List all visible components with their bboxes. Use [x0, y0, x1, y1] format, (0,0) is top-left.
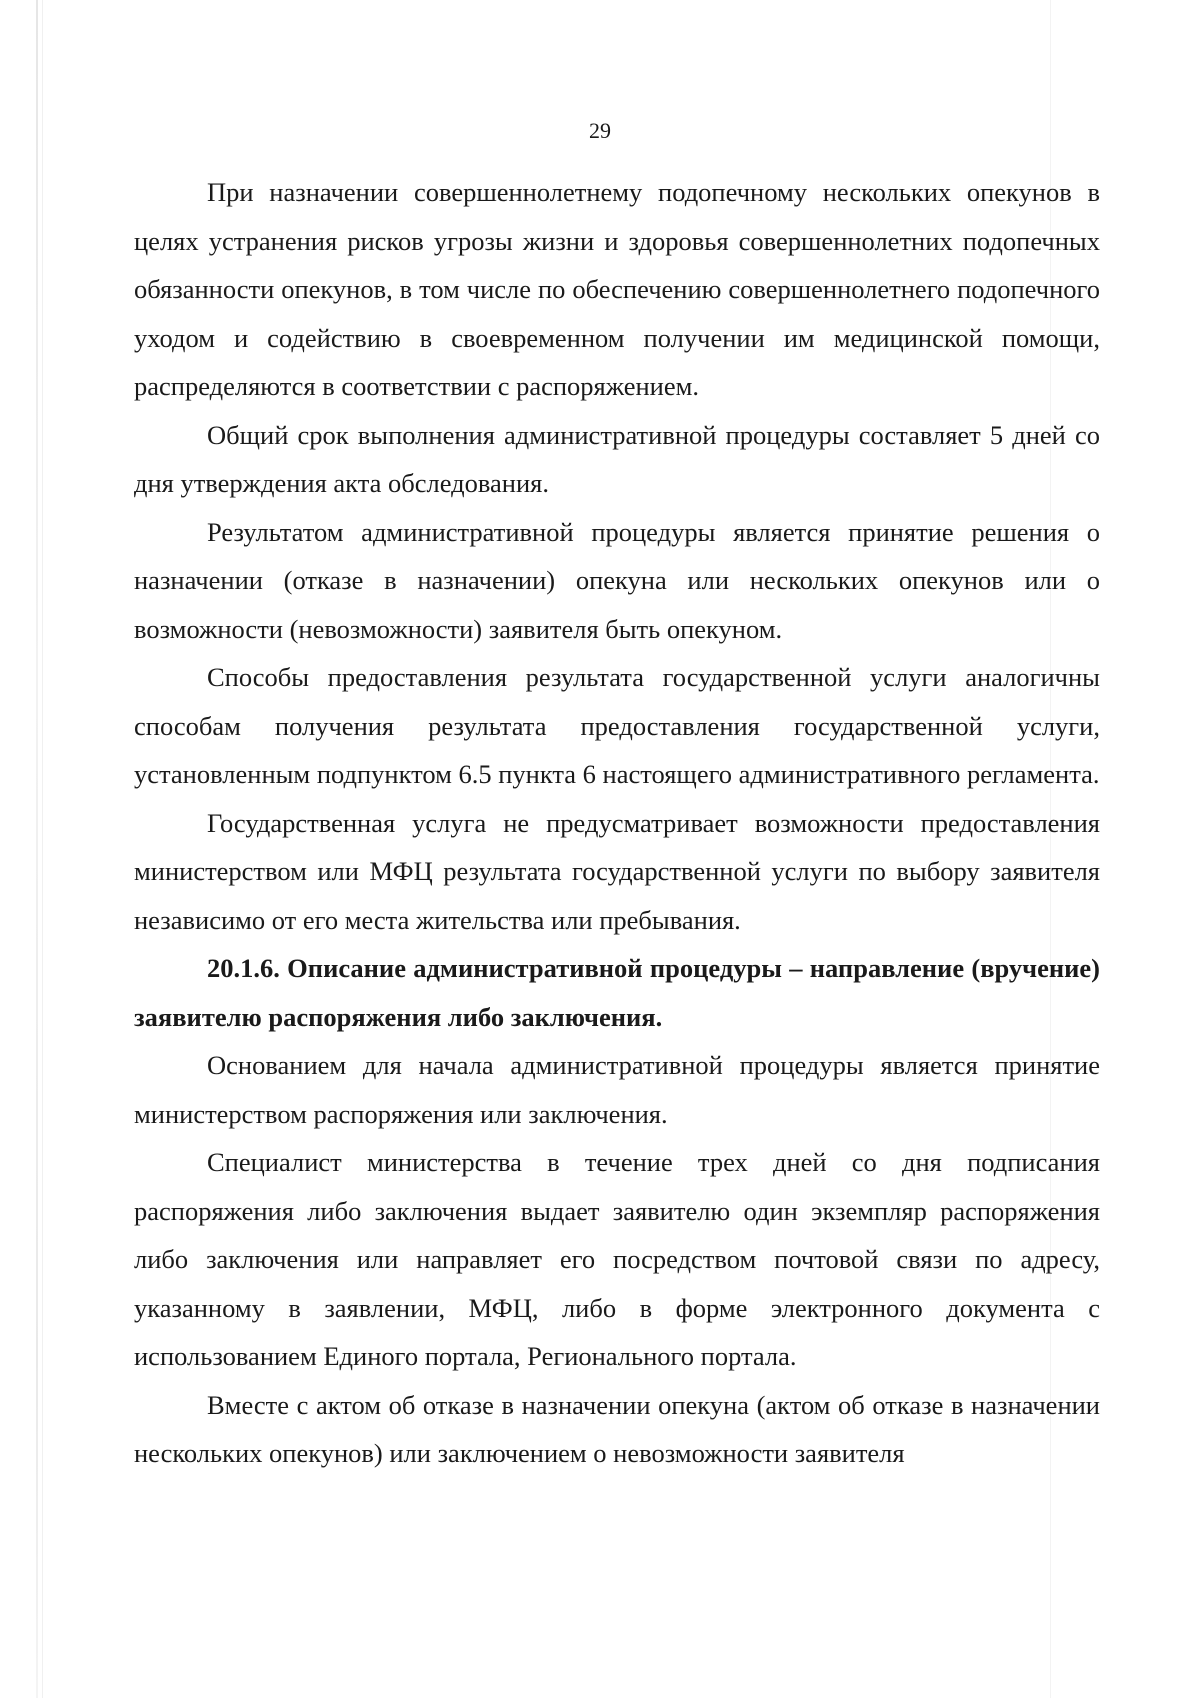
paragraph-procedure-basis: Основанием для начала административной процедуры является принятие министерством распоряжения или заключения. [134, 1050, 1100, 1129]
paragraph-refusal-act: Вместе с актом об отказе в назначении опекуна (актом об отказе в назначении нескольких опекунов) или заключением о невозможности заявителя [134, 1389, 1100, 1468]
paragraph-procedure-result: Результатом административной процедуры является принятие решения о назначении (отказе в назначении) опекуна или нескольких опекунов или о возможности (невозможности) заявителя быть опекуном. [134, 516, 1100, 644]
document-body [134, 168, 1100, 1478]
scan-edge-left-inner [42, 0, 43, 1698]
paragraph-specialist-actions: Специалист министерства в течение трех дней со дня подписания распоряжения либо заключения выдает заявителю один экземпляр распоряжения либо заключения или направляет его посредством почтовой связи по адресу, указанному в заявлении, МФЦ, либо в форме электронного документа с использованием Единого портала, Регионального портала. [134, 1147, 1100, 1371]
paragraph-procedure-term: Общий срок выполнения административной процедуры составляет 5 дней со дня утверждения акта обследования. [134, 419, 1100, 498]
paragraph-guardians-duties: При назначении совершеннолетнему подопечному нескольких опекунов в целях устранения рисков угрозы жизни и здоровья совершеннолетних подопечных обязанности опекунов, в том числе по обеспечению совершеннолетнего подопечного уходом и содействию в своевременном получении им медицинской помощи, распределяются в соответствии с распоряжением. [134, 177, 1100, 401]
scan-edge-left [36, 0, 38, 1698]
page-number: 29 [589, 118, 611, 143]
paragraph-result-methods: Способы предоставления результата государственной услуги аналогичны способам получения результата предоставления государственной услуги, установленным подпунктом 6.5 пункта 6 настоящего административного регламента. [134, 662, 1100, 789]
section-heading-20-1-6: 20.1.6. Описание административной процедуры – направление (вручение) заявителю распоряжения либо заключения. [134, 953, 1100, 1032]
paragraph-service-limitation: Государственная услуга не предусматривает возможности предоставления министерством или МФЦ результата государственной услуги по выбору заявителя независимо от его места жительства или пребывания. [134, 807, 1100, 935]
